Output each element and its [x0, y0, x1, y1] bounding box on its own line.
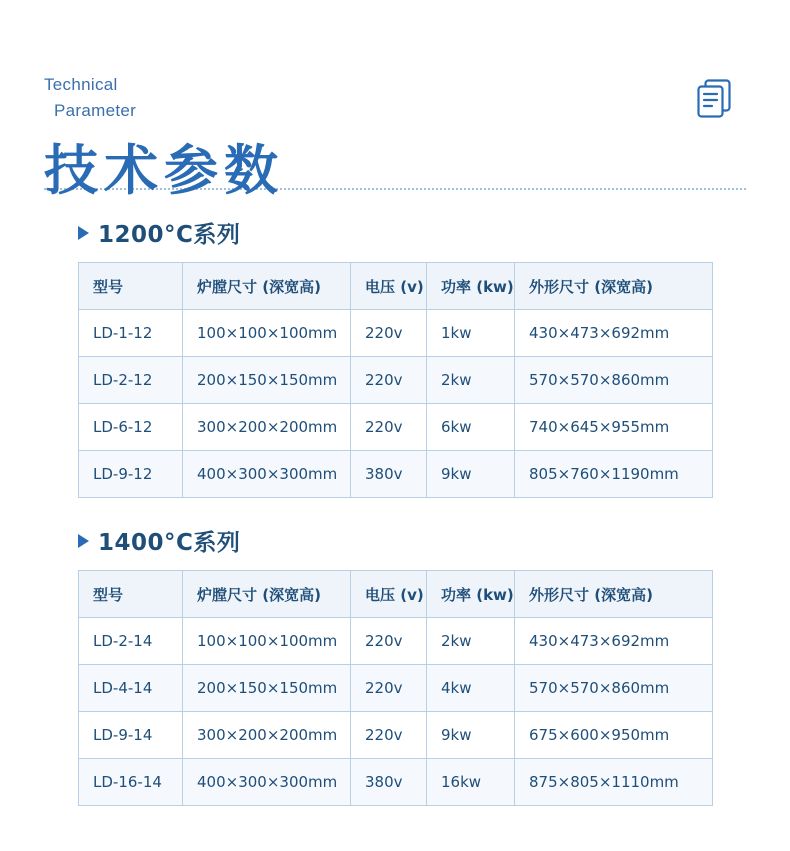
triangle-bullet-icon: [78, 534, 89, 548]
table-row: [79, 357, 713, 404]
cell-chamber-size: 400×300×300mm: [183, 759, 351, 806]
cell-overall-size: 570×570×860mm: [515, 665, 713, 712]
cell-model: LD-2-12: [79, 357, 183, 404]
cell-overall-size: 675×600×950mm: [515, 712, 713, 759]
cell-power: 4kw: [427, 665, 515, 712]
table-row: [79, 404, 713, 451]
column-header-chamber-size: 炉膛尺寸 (深宽高): [183, 263, 351, 310]
table-row: [79, 451, 713, 498]
table-row: [79, 665, 713, 712]
cell-power: 16kw: [427, 759, 515, 806]
column-header-model: 型号: [79, 263, 183, 310]
eyebrow-line-2: Parameter: [54, 101, 137, 120]
cell-power: 9kw: [427, 451, 515, 498]
cell-model: LD-4-14: [79, 665, 183, 712]
cell-overall-size: 430×473×692mm: [515, 618, 713, 665]
cell-power: 9kw: [427, 712, 515, 759]
cell-chamber-size: 400×300×300mm: [183, 451, 351, 498]
section-1400c: [78, 524, 712, 806]
cell-voltage: 220v: [351, 404, 427, 451]
cell-voltage: 220v: [351, 357, 427, 404]
table-header-row: [79, 263, 713, 310]
section-title: 1200°C系列: [98, 222, 241, 248]
column-header-chamber-size: 炉膛尺寸 (深宽高): [183, 571, 351, 618]
section-1200c-heading: [78, 216, 712, 249]
cell-chamber-size: 200×150×150mm: [183, 665, 351, 712]
cell-chamber-size: 100×100×100mm: [183, 618, 351, 665]
cell-model: LD-6-12: [79, 404, 183, 451]
page-header: [0, 0, 790, 202]
cell-overall-size: 570×570×860mm: [515, 357, 713, 404]
column-header-power: 功率 (kw): [427, 263, 515, 310]
column-header-overall-size: 外形尺寸 (深宽高): [515, 263, 713, 310]
table-row: [79, 712, 713, 759]
cell-model: LD-9-14: [79, 712, 183, 759]
cell-power: 6kw: [427, 404, 515, 451]
document-icon: [692, 76, 738, 122]
cell-model: LD-1-12: [79, 310, 183, 357]
table-row: [79, 310, 713, 357]
table-row: [79, 759, 713, 806]
cell-voltage: 220v: [351, 310, 427, 357]
cell-power: 2kw: [427, 357, 515, 404]
cell-voltage: 220v: [351, 665, 427, 712]
table-row: [79, 618, 713, 665]
section-1400c-heading: [78, 524, 712, 557]
spec-table-1400c: [78, 570, 713, 806]
section-title: 1400°C系列: [98, 530, 241, 556]
cell-power: 1kw: [427, 310, 515, 357]
cell-overall-size: 875×805×1110mm: [515, 759, 713, 806]
cell-voltage: 220v: [351, 618, 427, 665]
cell-power: 2kw: [427, 618, 515, 665]
spec-table-1200c: [78, 262, 713, 498]
cell-overall-size: 740×645×955mm: [515, 404, 713, 451]
cell-chamber-size: 300×200×200mm: [183, 712, 351, 759]
cell-model: LD-9-12: [79, 451, 183, 498]
table-header-row: [79, 571, 713, 618]
cell-model: LD-2-14: [79, 618, 183, 665]
cell-chamber-size: 300×200×200mm: [183, 404, 351, 451]
eyebrow-line-1: Technical: [44, 75, 118, 94]
column-header-power: 功率 (kw): [427, 571, 515, 618]
cell-voltage: 380v: [351, 451, 427, 498]
eyebrow-text: [44, 72, 244, 124]
cell-overall-size: 430×473×692mm: [515, 310, 713, 357]
column-header-voltage: 电压 (v): [351, 263, 427, 310]
page-title: 技术参数: [44, 139, 284, 202]
cell-model: LD-16-14: [79, 759, 183, 806]
cell-voltage: 380v: [351, 759, 427, 806]
cell-overall-size: 805×760×1190mm: [515, 451, 713, 498]
column-header-model: 型号: [79, 571, 183, 618]
column-header-overall-size: 外形尺寸 (深宽高): [515, 571, 713, 618]
section-1200c: [78, 216, 712, 498]
cell-chamber-size: 100×100×100mm: [183, 310, 351, 357]
cell-voltage: 220v: [351, 712, 427, 759]
triangle-bullet-icon: [78, 226, 89, 240]
column-header-voltage: 电压 (v): [351, 571, 427, 618]
cell-chamber-size: 200×150×150mm: [183, 357, 351, 404]
